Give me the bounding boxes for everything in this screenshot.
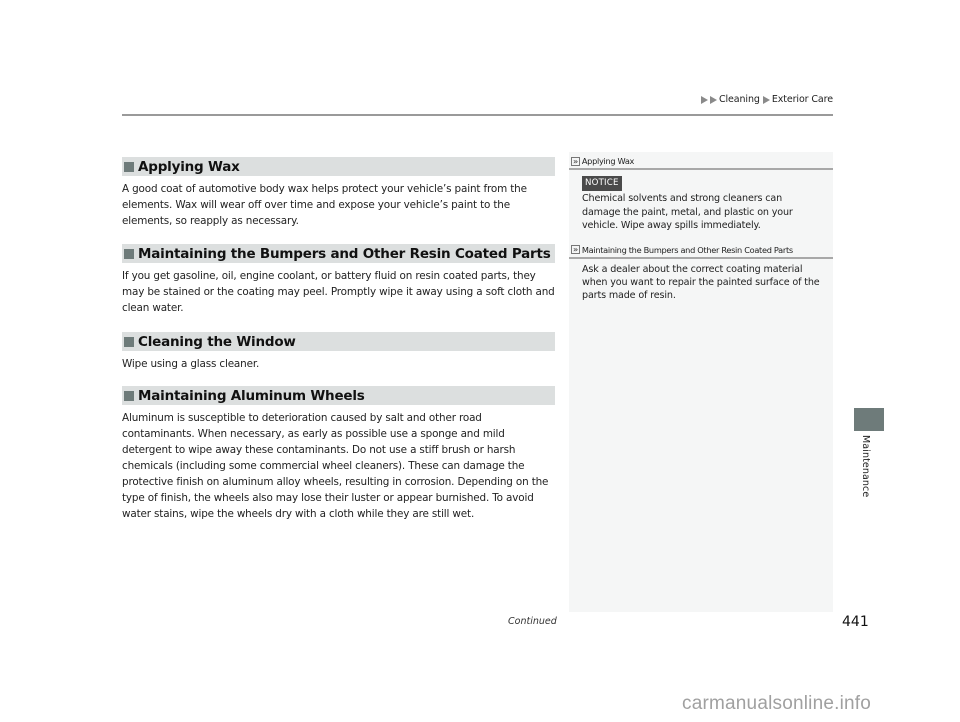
breadcrumb-arrow-icon [710,96,717,104]
breadcrumb-item-exterior-care[interactable]: Exterior Care [771,94,833,105]
section-title: Maintaining Aluminum Wheels [138,387,365,404]
reference-arrow-icon: » [573,156,578,166]
main-content [122,157,555,522]
sidebar-notes [569,152,833,612]
note-title-text: Maintaining the Bumpers and Other Resin Coated Parts [581,244,793,255]
note-title [569,152,833,170]
note-bumpers [569,241,833,311]
note-applying-wax [569,152,833,241]
square-bullet-icon [124,162,134,172]
section-heading-bumpers [122,244,555,263]
section-title: Cleaning the Window [138,333,296,350]
continued-label: Continued [508,616,557,627]
notice-badge: NOTICE [582,176,622,191]
square-bullet-icon [124,391,134,401]
section-body: If you get gasoline, oil, engine coolant, or battery fluid on resin coated parts, they may be stained or the coating may peel. Promptly wipe it away using a soft cloth and clean water. [122,270,555,314]
section-body: A good coat of automotive body wax helps protect your vehicle’s paint from the elements. Wax will wear off over time and expose your vehicle’s paint to the elements, so reapply as necessary. [122,183,527,227]
note-body [569,170,833,241]
breadcrumb-item-cleaning[interactable]: Cleaning [718,94,760,105]
page-number: 441 [842,614,869,630]
square-bullet-icon [124,337,134,347]
watermark: carmanualsonline.info [682,693,872,714]
square-bullet-icon [124,249,134,259]
chapter-tab-marker[interactable] [854,408,884,431]
header-divider [122,114,833,116]
note-title-text: Applying Wax [581,156,635,166]
section-heading-applying-wax [122,157,555,176]
note-body [569,259,833,311]
note-text: Chemical solvents and strong cleaners can damage the paint, metal, and plastic on your vehicle. Wipe away spills immediately. [582,193,793,232]
reference-arrow-icon: » [573,245,578,255]
note-title [569,241,833,259]
section-title: Maintaining the Bumpers and Other Resin Coated Parts [138,245,551,262]
breadcrumb [701,94,833,105]
chapter-tab-label: Maintenance [860,435,871,498]
section-heading-aluminum-wheels [122,386,555,405]
section-body: Wipe using a glass cleaner. [122,358,260,370]
section-title: Applying Wax [138,158,240,175]
breadcrumb-arrow-icon [701,96,708,104]
section-heading-window [122,332,555,351]
breadcrumb-arrow-icon [763,96,770,104]
note-text: Ask a dealer about the correct coating material when you want to repair the painted surface of the parts made of resin. [582,263,820,302]
section-body: Aluminum is susceptible to deterioration caused by salt and other road contaminants. When necessary, as early as possible use a sponge and mild detergent to wipe away these contaminants. Do not use a stiff brush or harsh chemicals (including some commercial wheel cleaners). These can damage the protective finish on aluminum alloy wheels, resulting in corrosion. Depending on the type of finish, the wheels also may lose their luster or appear burnished. To avoid water stains, wipe the wheels dry with a cloth while they are still wet. [122,412,549,520]
